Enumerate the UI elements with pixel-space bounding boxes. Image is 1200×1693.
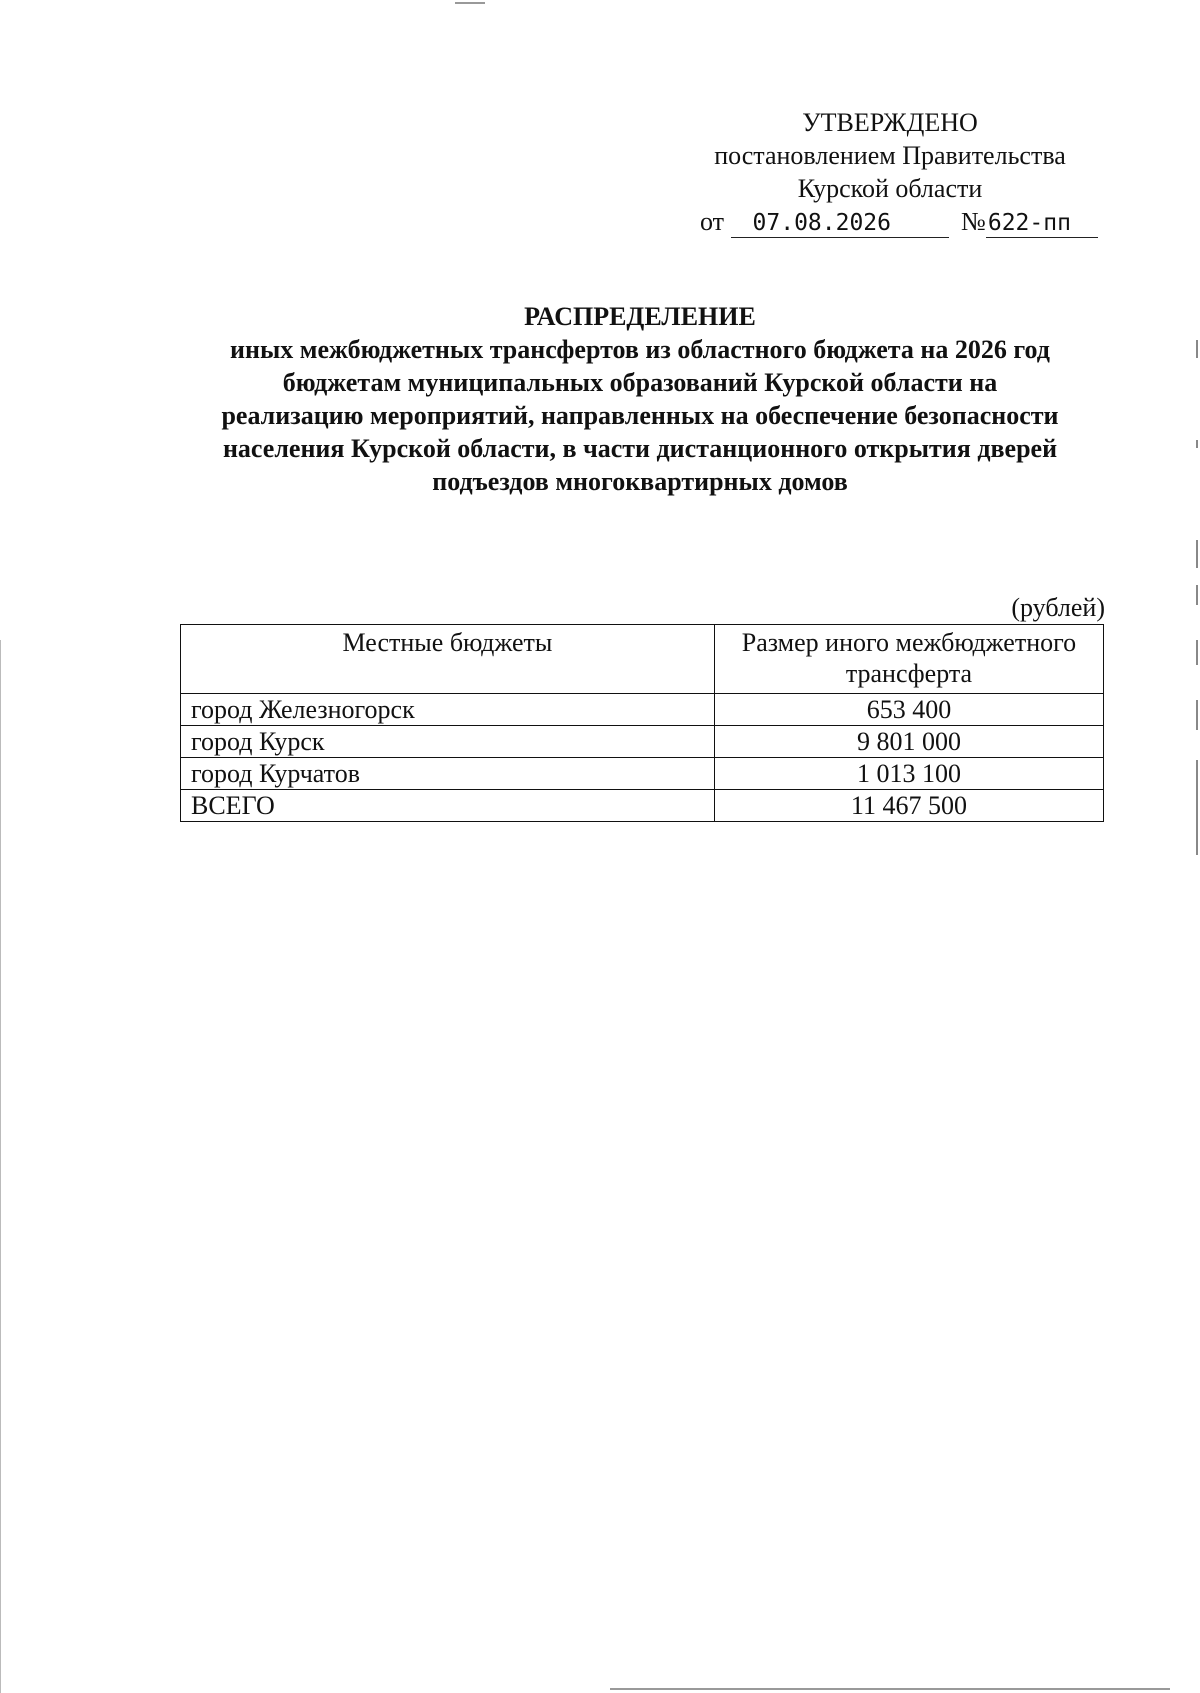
row-amount: 653 400: [714, 694, 1103, 726]
approval-date-line: [700, 205, 1110, 238]
scan-artifact: [1196, 700, 1198, 730]
approval-block: [680, 106, 1100, 205]
number-prefix: №: [961, 207, 986, 236]
title-line: населения Курской области, в части дистанционного открытия дверей: [222, 434, 1058, 463]
table-header-row: [181, 625, 1104, 694]
title-line: реализацию мероприятий, направленных на обеспечение безопасности: [221, 401, 1059, 430]
title-main: РАСПРЕДЕЛЕНИЕ: [524, 302, 756, 331]
approval-date: 07.08.2026: [731, 209, 949, 238]
table-row: [181, 758, 1104, 790]
row-name: город Курчатов: [181, 758, 715, 790]
row-name: город Курск: [181, 726, 715, 758]
scan-artifact: [1196, 585, 1198, 605]
scan-artifact: [455, 2, 485, 4]
scan-artifact: [1196, 540, 1198, 568]
date-prefix: от: [700, 207, 725, 236]
scan-artifact: [1196, 760, 1198, 855]
title-line: бюджетам муниципальных образований Курской области на: [282, 368, 998, 397]
approval-line-1: постановлением Правительства: [714, 141, 1066, 170]
units-label: (рублей): [1011, 593, 1105, 622]
scan-artifact: [1196, 640, 1198, 665]
scan-artifact: [610, 1688, 1170, 1690]
title-line: подъездов многоквартирных домов: [432, 467, 848, 496]
total-label: ВСЕГО: [181, 790, 715, 822]
row-amount: 9 801 000: [714, 726, 1103, 758]
title-line: иных межбюджетных трансфертов из областного бюджета на 2026 год: [230, 335, 1050, 364]
scan-artifact: [0, 640, 1, 1693]
column-header-budgets: Местные бюджеты: [181, 625, 715, 694]
approval-number: 622-пп: [986, 209, 1098, 238]
table-row: [181, 694, 1104, 726]
row-name: город Железногорск: [181, 694, 715, 726]
scan-artifact: [1196, 440, 1198, 448]
table-total-row: [181, 790, 1104, 822]
document-title: [150, 300, 1130, 498]
table-row: [181, 726, 1104, 758]
approval-line-2: Курской области: [797, 174, 983, 203]
column-header-amount: Размер иного межбюджетного трансферта: [714, 625, 1103, 694]
budget-table: [180, 624, 1104, 822]
row-amount: 1 013 100: [714, 758, 1103, 790]
approval-heading: УТВЕРЖДЕНО: [802, 108, 978, 137]
scan-artifact: [1196, 340, 1198, 358]
total-amount: 11 467 500: [714, 790, 1103, 822]
